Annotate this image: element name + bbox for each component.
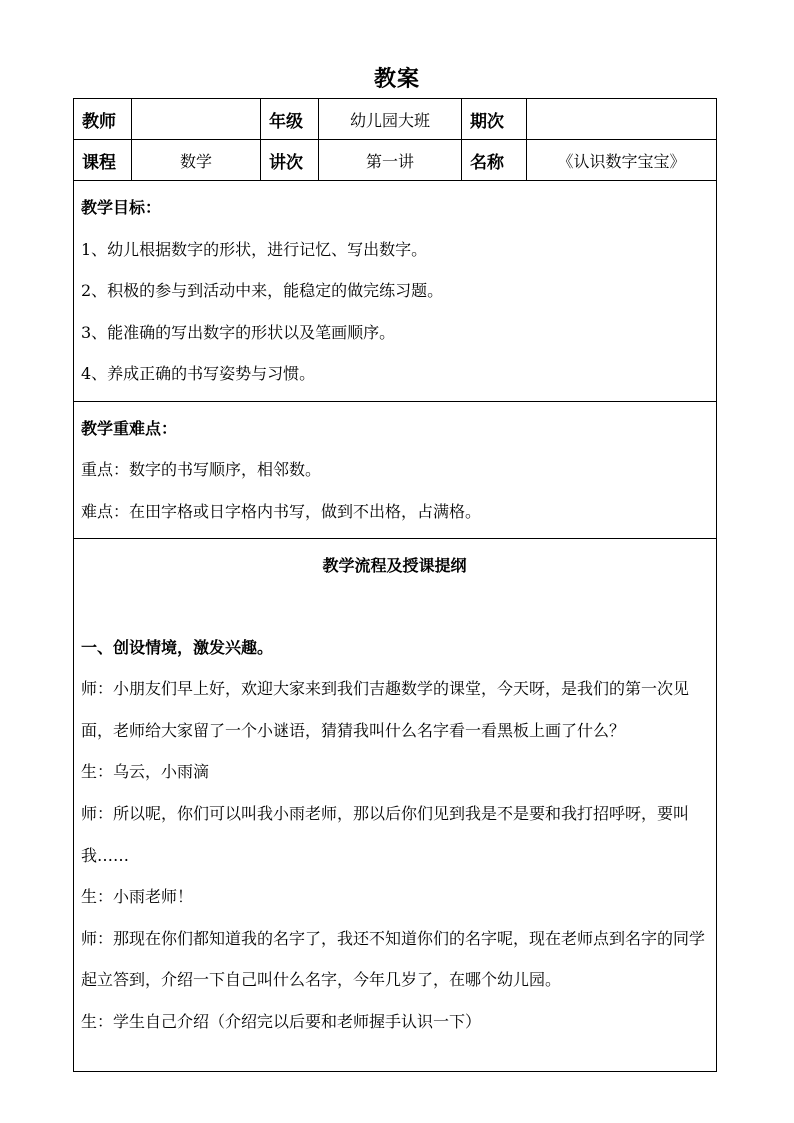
dialogue-line: 师：那现在你们都知道我的名字了，我还不知道你们的名字呢，现在老师点到名字的同学起立答到，介绍一下自己叫什么名字，今年几岁了，在哪个幼儿园。 <box>81 928 706 990</box>
header-row-2 <box>74 140 717 181</box>
objective-item: 1、幼儿根据数字的形状，进行记忆、写出数字。 <box>81 239 428 259</box>
difficulties-heading: 教学重难点： <box>81 418 178 438</box>
teacher-label: 教师 <box>74 99 132 140</box>
objectives-heading: 教学目标： <box>81 198 162 217</box>
objective-item: 3、能准确的写出数字的形状以及笔画顺序。 <box>81 322 396 342</box>
difficulties-section <box>74 401 717 539</box>
dialogue-line: 生：小雨老师！ <box>81 887 194 907</box>
lecture-value: 第一讲 <box>319 140 462 181</box>
objectives-row <box>74 181 717 402</box>
header-row-1 <box>74 99 717 140</box>
document-title: 教案 <box>373 66 420 92</box>
dialogue-line: 生：学生自己介绍（介绍完以后要和老师握手认识一下） <box>81 1011 482 1031</box>
dialogue-line: 师：所以呢，你们可以叫我小雨老师，那以后你们见到我是不是要和我打招呼呀，要叫我…… <box>81 803 690 865</box>
dialogue-line: 师：小朋友们早上好，欢迎大家来到我们吉趣数学的课堂，今天呀，是我们的第一次见面，老师给大家留了一个小谜语，猜猜我叫什么名字看一看黑板上画了什么？ <box>81 679 690 740</box>
course-value: 数学 <box>132 140 261 181</box>
lecture-label: 讲次 <box>261 140 319 181</box>
course-label: 课程 <box>74 140 132 181</box>
lesson-plan-table <box>73 98 717 1072</box>
section1-title: 一、创设情境，激发兴趣。 <box>81 637 274 657</box>
term-value <box>527 99 717 140</box>
grade-label: 年级 <box>261 99 319 140</box>
name-label: 名称 <box>462 140 527 181</box>
key-point: 重点：数字的书写顺序，相邻数。 <box>81 460 322 479</box>
process-section <box>74 539 717 1072</box>
difficulties-row <box>74 401 717 539</box>
objectives-section <box>74 181 717 402</box>
term-label: 期次 <box>462 99 527 140</box>
hard-point: 难点：在田字格或日字格内书写，做到不出格，占满格。 <box>81 501 482 521</box>
objective-item: 4、养成正确的书写姿势与习惯。 <box>81 364 316 383</box>
name-value: 《认识数字宝宝》 <box>527 140 717 181</box>
process-row <box>74 539 717 1072</box>
teacher-value <box>132 99 261 140</box>
objective-item: 2、积极的参与到活动中来，能稳定的做完练习题。 <box>81 281 444 300</box>
grade-value: 幼儿园大班 <box>319 99 462 140</box>
process-heading: 教学流程及授课提纲 <box>322 556 467 575</box>
dialogue-line: 生：乌云，小雨滴 <box>81 762 210 782</box>
